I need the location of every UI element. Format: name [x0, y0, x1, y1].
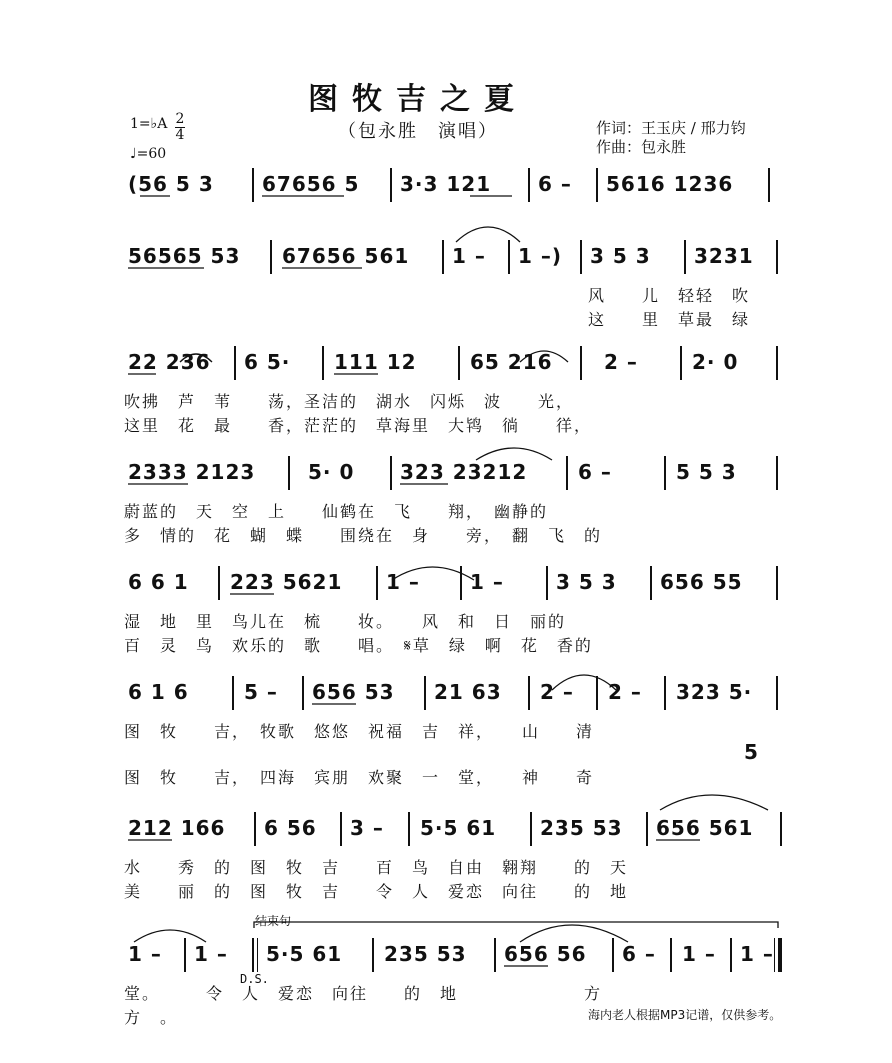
measure-r4-m1: 2333 2123: [128, 460, 256, 484]
measure-r7-m6: 656 561: [656, 816, 754, 840]
lyrics-r5-verse1: 湿 地 里 鸟儿在 梳 妆。 风 和 日 丽的: [124, 612, 567, 631]
measure-r5-m6: 656 55: [660, 570, 743, 594]
measure-r7-m3: 3 –: [350, 816, 384, 840]
lyrics-r7-verse1: 水 秀 的 图 牧 吉 百 鸟 自由 翱翔 的 天: [124, 858, 629, 877]
lyrics-r4-verse1: 蔚蓝的 天 空 上 仙鹤在 飞 翔， 幽静的: [124, 502, 549, 521]
measure-r2-m4: 1 –): [518, 244, 563, 268]
measure-r2-m6: 3231: [694, 244, 754, 268]
tie-arc: [552, 675, 616, 690]
measure-r3-m2: 6 5·: [244, 350, 291, 374]
lyrics-r6-verse2: 图 牧 吉， 四海 宾朋 欢聚 一 堂， 神 奇: [124, 768, 595, 787]
measure-r8-m2: 1 –: [194, 942, 228, 966]
tie-arc: [392, 567, 474, 580]
measure-r3-m4: 65 216: [470, 350, 553, 374]
measure-r3-m6: 2· 0: [692, 350, 739, 374]
measure-r8-m8: 1 –: [740, 942, 774, 966]
measure-r6-m2: 5 –: [244, 680, 278, 704]
measure-r8-m1: 1 –: [128, 942, 162, 966]
measure-r3-m5: 2 –: [604, 350, 638, 374]
measure-r3-m3: 111 12: [334, 350, 417, 374]
lyrics-r3-verse2: 这里 花 最 香，茫茫的 草海里 大鸨 徜 徉，: [124, 416, 593, 435]
measure-r4-m2: 5· 0: [308, 460, 355, 484]
transcriber-note: 海内老人根据MP3记谱，仅供参考。: [588, 1008, 782, 1022]
measure-r6-m6: 2 –: [608, 680, 642, 704]
lyrics-r8-verse1: 堂。 令 人 爱恋 向往 的 地 方: [124, 984, 603, 1003]
measure-r5-m4: 1 –: [470, 570, 504, 594]
measure-r8-m6: 6 –: [622, 942, 656, 966]
measure-r5-m5: 3 5 3: [556, 570, 617, 594]
ending-bracket: [254, 922, 778, 928]
lyrics-r2-verse1: 风 儿 轻轻 吹: [588, 286, 751, 305]
measure-r7-m4: 5·5 61: [420, 816, 497, 840]
extra-note: 5: [744, 740, 759, 764]
measure-r5-m1: 6 6 1: [128, 570, 189, 594]
measure-r4-m5: 5 5 3: [676, 460, 737, 484]
measure-r2-m3: 1 –: [452, 244, 486, 268]
ds-marker: D.S.: [240, 972, 269, 986]
song-subtitle: （包永胜 演唱）: [338, 121, 498, 142]
composer-credit: 作曲：包永胜: [596, 138, 687, 156]
measure-r2-m5: 3 5 3: [590, 244, 651, 268]
tie-arc: [660, 795, 768, 810]
measure-r8-m4: 235 53: [384, 942, 467, 966]
measure-r2-m2: 67656 561: [282, 244, 410, 268]
measure-r1-m4: 6 –: [538, 172, 572, 196]
measure-r1-m3: 3·3 121: [400, 172, 492, 196]
tie-arc: [476, 448, 552, 460]
key-signature: 1=♭A: [130, 116, 168, 132]
measure-r6-m7: 323 5·: [676, 680, 753, 704]
tie-arc: [520, 925, 628, 942]
lyrics-r6-verse1: 图 牧 吉， 牧歌 悠悠 祝福 吉 祥， 山 清: [124, 722, 595, 741]
tie-arc: [456, 227, 520, 242]
measure-r7-m1: 212 166: [128, 816, 226, 840]
measure-r6-m3: 656 53: [312, 680, 395, 704]
measure-r6-m4: 21 63: [434, 680, 502, 704]
measure-r7-m2: 6 56: [264, 816, 317, 840]
ending-label: 结束句: [255, 914, 292, 928]
measure-r1-m1: (56 5 3: [128, 172, 214, 196]
measure-r3-m1: 22 236: [128, 350, 211, 374]
tie-arc: [134, 930, 206, 942]
measure-r6-m1: 6 1 6: [128, 680, 189, 704]
measure-r2-m1: 56565 53: [128, 244, 241, 268]
measure-r1-m5: 5616 1236: [606, 172, 734, 196]
tie-arc: [520, 351, 568, 362]
measure-r4-m3: 323 23212: [400, 460, 528, 484]
lyricist-credit: 作词：王玉庆 / 邢力钧: [596, 119, 746, 137]
measure-r1-m2: 67656 5: [262, 172, 360, 196]
measure-r8-m3: 5·5 61: [266, 942, 343, 966]
tie-arc: [180, 354, 212, 362]
lyrics-r8-verse2: 方 。: [124, 1008, 179, 1027]
measure-r7-m5: 235 53: [540, 816, 623, 840]
measure-r6-m5: 2 –: [540, 680, 574, 704]
lyrics-r4-verse2: 多 情的 花 蝴 蝶 围绕在 身 旁， 翻 飞 的: [124, 526, 603, 545]
lyrics-r5-verse2: 百 灵 鸟 欢乐的 歌 唱。 𝄋草 绿 啊 花 香的: [124, 636, 593, 655]
song-title: 图牧吉之夏: [308, 82, 528, 117]
tempo-marking: ♩=60: [130, 146, 167, 162]
measure-r4-m4: 6 –: [578, 460, 612, 484]
meter-top: 2: [175, 111, 185, 127]
measure-r5-m3: 1 –: [386, 570, 420, 594]
measure-r8-m7: 1 –: [682, 942, 716, 966]
measure-r5-m2: 223 5621: [230, 570, 343, 594]
lyrics-r7-verse2: 美 丽 的 图 牧 吉 令 人 爱恋 向往 的 地: [124, 882, 629, 901]
meter-bottom: 4: [175, 127, 185, 143]
lyrics-r3-verse1: 吹拂 芦 苇 荡，圣洁的 湖水 闪烁 波 光，: [124, 392, 575, 411]
measure-r8-m5: 656 56: [504, 942, 587, 966]
lyrics-r2-verse2: 这 里 草最 绿: [588, 310, 751, 329]
